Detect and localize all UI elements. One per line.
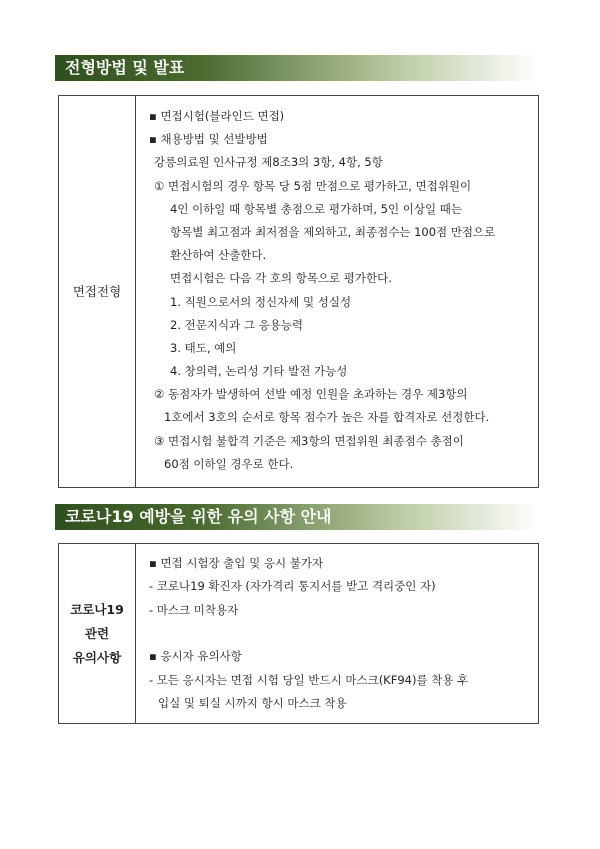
row-label-line: 유의사항 — [72, 649, 122, 665]
covid-notice-table — [58, 543, 539, 724]
list-item: ① 면접시험의 경우 항목 당 5점 만점으로 평가하고, 면접위원이 — [154, 178, 472, 193]
list-item: - 모든 응시자는 면접 시험 당일 반드시 마스크(KF94)를 착용 후 — [149, 672, 469, 687]
list-item: 60점 이하일 경우로 한다. — [164, 456, 294, 471]
list-item: ▪ 면접시험(블라인드 면접) — [149, 109, 285, 123]
list-item: 4. 창의력, 논리성 기타 발전 가능성 — [170, 364, 348, 379]
selection-method-table — [58, 95, 539, 488]
list-item: ③ 면접시험 불합격 기준은 제3항의 면접위원 최종점수 총점이 — [154, 433, 464, 448]
list-item: ▪ 면접 시험장 출입 및 응시 불가자 — [149, 556, 324, 570]
row-label-line: 관련 — [84, 625, 110, 641]
selection-details — [136, 96, 538, 487]
covid-details — [136, 544, 538, 723]
list-item: 4인 이하일 때 항목별 총점으로 평가하며, 5인 이상일 때는 — [170, 201, 462, 216]
spacer — [142, 622, 538, 645]
section-title-covid: 코로나19 예방을 위한 유의 사항 안내 — [55, 504, 538, 530]
row-label-covid — [59, 544, 136, 723]
list-item: ▪ 응시자 유의사항 — [149, 649, 242, 664]
list-item: 3. 태도, 예의 — [170, 340, 237, 355]
list-item: 환산하여 산출한다. — [170, 248, 267, 263]
list-item: 1. 직원으로서의 정신자세 및 성실성 — [170, 294, 352, 309]
list-item: - 마스크 미착용자 — [149, 602, 239, 617]
list-item: 강릉의료원 인사규정 제8조3의 3항, 4항, 5항 — [154, 155, 383, 170]
list-item: - 코로나19 확진자 (자가격리 통지서를 받고 격리중인 자) — [149, 579, 436, 594]
list-item: ② 동점자가 발생하여 선발 예정 인원을 초과하는 경우 제3항의 — [154, 387, 468, 402]
section-title-selection: 전형방법 및 발표 — [55, 55, 538, 81]
row-label-line: 코로나19 — [70, 601, 124, 617]
list-item: 입실 및 퇴실 시까지 항시 마스크 착용 — [158, 696, 347, 711]
row-label-interview: 면접전형 — [59, 96, 136, 487]
list-item: 면접시험은 다음 각 호의 항목으로 평가한다. — [170, 271, 392, 286]
list-item: 1호에서 3호의 순서로 항목 점수가 높은 자를 합격자로 선정한다. — [164, 410, 490, 425]
list-item: ▪ 채용방법 및 선발방법 — [149, 132, 268, 147]
list-item: 항목별 최고점과 최저점을 제외하고, 최종점수는 100점 만점으로 — [170, 224, 496, 239]
list-item: 2. 전문지식과 그 응용능력 — [170, 317, 304, 332]
